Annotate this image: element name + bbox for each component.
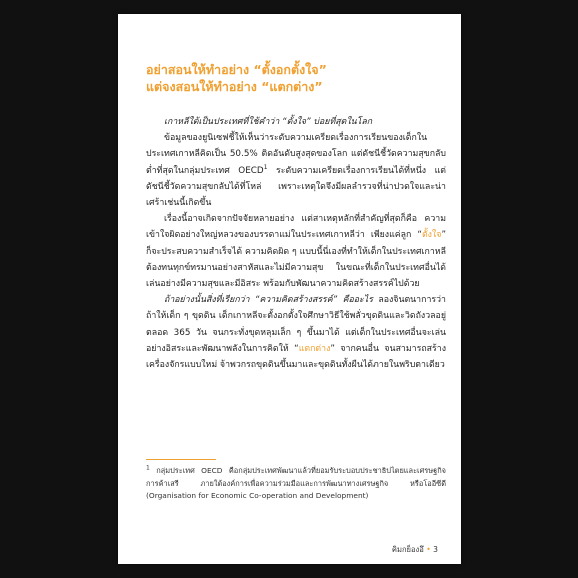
- chapter-title-line-2: แต่จงสอนให้ทำอย่าง “แตกต่าง”: [146, 79, 323, 94]
- page-number: 3: [433, 545, 438, 554]
- chapter-title-line-1: อย่าสอนให้ทำอย่าง “ตั้งอกตั้งใจ”: [146, 62, 327, 77]
- highlight-word-different: แตกต่าง: [298, 343, 331, 354]
- footnote-text: กลุ่มประเทศ OECD คือกลุ่มประเทศพัฒนาแล้วที่ยอมรับระบอบประชาธิปไตยและเศรษฐกิจการค้าเสรี ภายใต้องค์การเพื่อความร่วมมือและการพัฒนาทางเศรษฐกิจ หรือโออีซีดี (Organisation for Economic Co-operation and Development): [146, 466, 446, 500]
- footnote-divider: [146, 459, 216, 460]
- footer-separator: •: [426, 545, 431, 554]
- paragraph-creativity-text-b: ” จากคนอื่น จนสามารถสร้างเครื่องจักรแบบใหม่ จ้าพวกรถขุดดินขึ้นมาและขุดดินทั้งผืนได้ภายในพริบตาเดียว: [146, 343, 446, 371]
- paragraph-unicef-text-a: ข้อมูลของยูนิเซฟชี้ให้เห็นว่าระดับความเครียดเรื่องการเรียนของเด็กในประเทศเกาหลีคิดเป็น 50.5% ติดอันดับสูงสุดของโลก แต่ดัชนีชี้วัดความสุขกลับต่ำที่สุดในกลุ่มประเทศ OECD: [146, 133, 446, 176]
- book-page: [118, 14, 461, 564]
- footer-author: คิมกย็องอึ: [391, 545, 424, 554]
- paragraph-unicef: [146, 130, 446, 211]
- paragraph-intro-text: เกาหลีใต้เป็นประเทศที่ใช้คำว่า “ตั้งใจ” บ่อยที่สุดในโลก: [164, 117, 373, 127]
- paragraph-creativity-text-a: ลองจินตนาการว่าถ้าให้เด็ก ๆ ขุดดิน เด็กเกาหลีจะตั้งอกตั้งใจศึกษาวิธีใช้พลั่วขุดดินและวิดถังวลอยู่ตลอด 365 วัน จนกระทั่งขุดหลุมเล็ก ๆ ขึ้นมาได้ แต่เด็กในประเทศอื่นจะเล่นอย่างอิสระและพัฒนาพลังในการคิดให้ “: [146, 295, 446, 354]
- paragraph-creativity: [146, 292, 446, 373]
- footnote-number: 1: [146, 464, 150, 472]
- paragraph-cause-text-a: เรื่องนี้อาจเกิดจากปัจจัยหลายอย่าง แต่สาเหตุหลักที่สำคัญที่สุดก็คือ ความเข้าใจผิดอย่างใหญ่หลวงของบรรดาแม่ในประเทศเกาหลีว่า เพียงแค่ลูก “: [146, 214, 446, 241]
- paragraph-cause: [146, 211, 446, 292]
- paragraph-creativity-question: ถ้าอย่างนั้นสิ่งที่เรียกว่า “ความคิดสร้างสรรค์” คืออะไร: [164, 295, 373, 306]
- highlight-word-focus: ตั้งใจ: [421, 230, 442, 241]
- body-text: [146, 114, 446, 373]
- footnote: [146, 465, 446, 503]
- page-footer: [118, 544, 438, 556]
- chapter-title: [146, 61, 327, 95]
- paragraph-intro: [146, 114, 446, 130]
- footnote-reference: 1: [263, 163, 268, 171]
- paragraph-cause-text-b: ” ก็จะประสบความสำเร็จได้ ความคิดผิด ๆ แบบนี้นี่เองที่ทำให้เด็กในประเทศเกาหลีต้องทนทุกข์ทรมานอย่างสาหัสและไม่มีความสุข ในขณะที่เด็กในประเทศอื่นได้เล่นอย่างมีความสุขและมีอิสระ พร้อมกับพัฒนาความคิดสร้างสรรค์ไปด้วย: [146, 230, 446, 290]
- paragraph-unicef-text-b: ระดับความเครียดเรื่องการเรียนได้ที่หนึ่ง แต่ดัชนีชี้วัดความสุขกลับได้ที่โหล่ เพราะเหตุใดจึงมีผลลำรวจที่น่าปวดใจและน่าเศร้าเช่นนี้เกิดขึ้น: [146, 165, 446, 209]
